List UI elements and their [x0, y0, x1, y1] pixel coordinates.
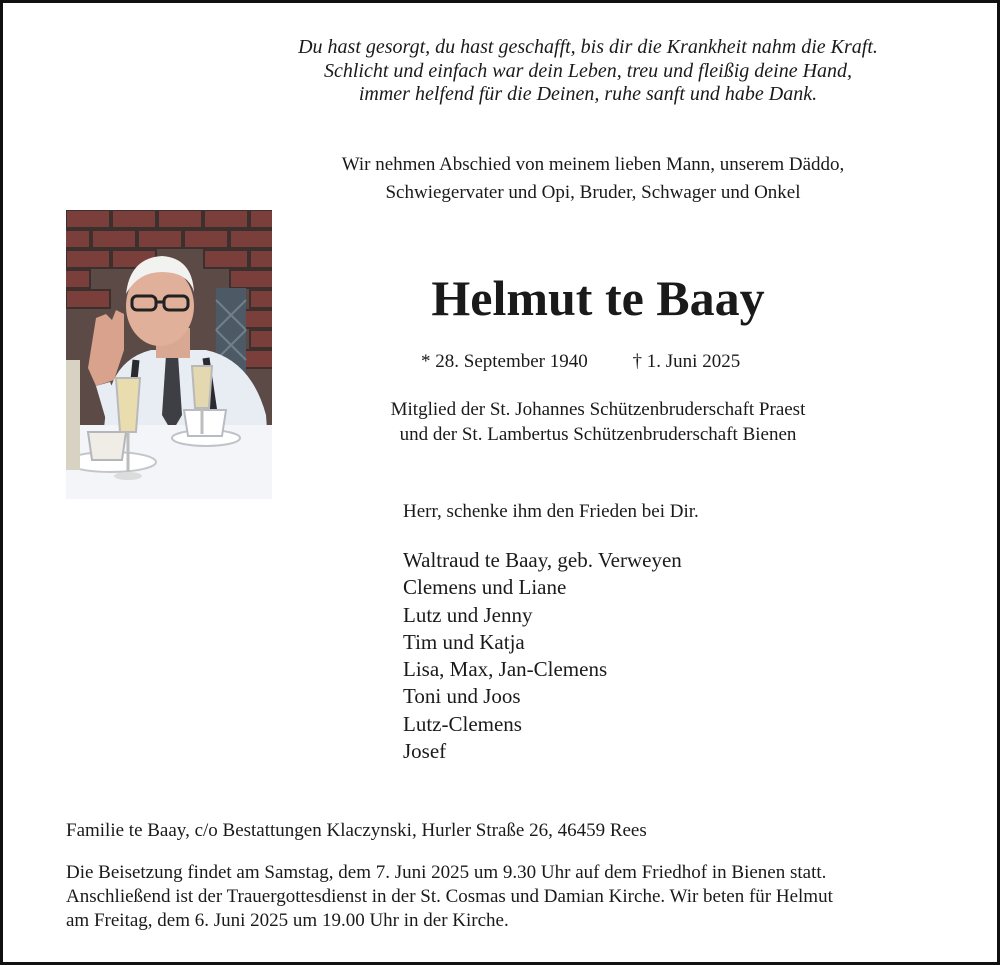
funeral-line: am Freitag, dem 6. Juni 2025 um 19.00 Uhr in der Kirche. — [66, 910, 509, 931]
prayer-line: Herr, schenke ihm den Frieden bei Dir. — [403, 501, 699, 522]
mourner: Lisa, Max, Jan-Clemens — [403, 657, 608, 682]
mourner: Waltraud te Baay, geb. Verweyen — [403, 548, 682, 572]
mourner: Lutz und Jenny — [403, 602, 533, 627]
portrait-photo — [66, 210, 272, 499]
birth-date: * 28. September 1940 — [421, 351, 588, 372]
mourner: Clemens und Liane — [403, 575, 567, 600]
funeral-details — [66, 861, 833, 933]
funeral-line: Anschließend ist der Trauergottesdienst in der St. Cosmas und Damian Kirche. Wir beten für Helmut — [66, 886, 833, 907]
mourner: Toni und Joos — [403, 684, 521, 709]
family-address: Familie te Baay, c/o Bestattungen Klaczynski, Hurler Straße 26, 46459 Rees — [66, 820, 647, 841]
poem — [203, 36, 973, 107]
deceased-name: Helmut te Baay — [431, 270, 765, 326]
farewell-intro — [243, 151, 943, 207]
intro-line: Schwiegervater und Opi, Bruder, Schwager und Onkel — [385, 182, 801, 203]
poem-line: Schlicht und einfach war dein Leben, treu und fleißig deine Hand, — [323, 59, 853, 82]
mourner: Lutz-Clemens — [403, 711, 522, 736]
poem-line: immer helfend für die Deinen, ruhe sanft und habe Dank. — [358, 83, 818, 105]
intro-line: Wir nehmen Abschied von meinem lieben Mann, unserem Däddo, — [341, 154, 845, 175]
membership-line: und der St. Lambertus Schützenbruderschaft Bienen — [399, 424, 797, 445]
membership-line: Mitglied der St. Johannes Schützenbruderschaft Praest — [390, 399, 806, 420]
poem-line: Du hast gesorgt, du hast geschafft, bis dir die Krankheit nahm die Kraft. — [298, 36, 878, 58]
life-dates — [421, 349, 740, 375]
funeral-line: Die Beisetzung findet am Samstag, dem 7. Juni 2025 um 9.30 Uhr auf dem Friedhof in Bienen statt. — [66, 862, 827, 883]
mourner: Tim und Katja — [403, 629, 525, 654]
death-date: † 1. Juni 2025 — [632, 351, 741, 372]
mourners-list — [403, 547, 682, 765]
membership — [303, 397, 893, 447]
mourner: Josef — [403, 739, 447, 764]
